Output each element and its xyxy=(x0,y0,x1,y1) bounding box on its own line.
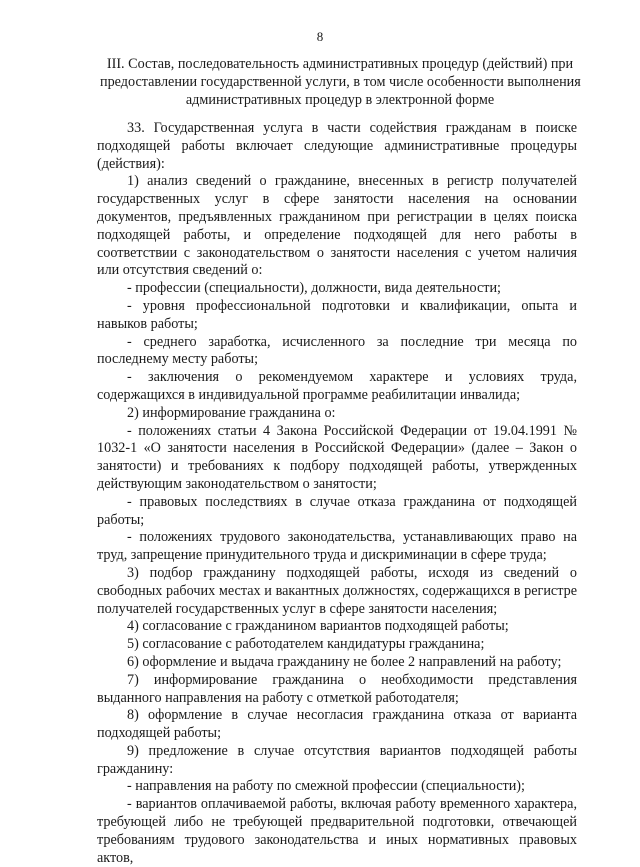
paragraph: - правовых последствиях в случае отказа гражданина от подходящей работы; xyxy=(97,493,577,528)
paragraph: 5) согласование с работодателем кандидатуры гражданина; xyxy=(127,636,485,653)
paragraph: - положениях трудового законодательства, устанавливающих право на труд, запрещение принудительного труда и дискриминации в сфере труда; xyxy=(97,529,577,564)
section-heading xyxy=(100,56,580,109)
paragraph: - направления на работу по смежной профессии (специальности); xyxy=(127,778,525,795)
paragraph: 3) подбор гражданину подходящей работы, исходя из сведений о свободных рабочих местах и вакантных должностях, содержащихся в регистре получателей государственных услуг в сфере занятости населения; xyxy=(97,564,577,617)
paragraph: - уровня профессиональной подготовки и квалификации, опыта и навыков работы; xyxy=(97,297,577,332)
paragraph: 2) информирование гражданина о: xyxy=(127,404,336,421)
paragraph: - вариантов оплачиваемой работы, включая работу временного характера, требующей либо не требующей предварительной подготовки, отвечающей требованиям трудового законодательства и иных нормативных правовых актов, xyxy=(97,796,577,866)
heading-line: административных процедур в электронной форме xyxy=(185,91,495,108)
heading-line: предоставлении государственной услуги, в том числе особенности выполнения xyxy=(100,73,581,90)
heading-line: III. Состав, последовательность административных процедур (действий) при xyxy=(106,56,574,72)
paragraph: 9) предложение в случае отсутствия вариантов подходящей работы гражданину: xyxy=(97,742,577,777)
paragraph: - профессии (специальности), должности, вида деятельности; xyxy=(127,280,501,297)
paragraph: 4) согласование с гражданином вариантов подходящей работы; xyxy=(127,618,509,635)
paragraph: - положениях статьи 4 Закона Российской Федерации от 19.04.1991 № 1032-1 «О занятости населения в Российской Федерации» (далее – Закон о занятости) и требованиях к подбору подходящей работы, утвержденных действующим законодательством о занятости; xyxy=(97,422,577,492)
paragraph: 1) анализ сведений о гражданине, внесенных в регистр получателей государственных услуг в сфере занятости населения на основании документов, предъявленных гражданином при регистрации в целях поиска подходящей работы, и определение подходящей для него работы в соответствии с законодательством о занятости населения с учетом наличия или отсутствия сведений о: xyxy=(97,173,577,279)
paragraph: 7) информирование гражданина о необходимости представления выданного направления на работу с отметкой работодателя; xyxy=(97,671,577,706)
page-number: 8 xyxy=(316,29,324,44)
paragraph: 6) оформление и выдача гражданину не более 2 направлений на работу; xyxy=(127,653,562,670)
paragraph: 8) оформление в случае несогласия гражданина отказа от варианта подходящей работы; xyxy=(97,707,577,742)
paragraph: - заключения о рекомендуемом характере и условиях труда, содержащихся в индивидуальной программе реабилитации инвалида; xyxy=(97,369,577,403)
paragraph: 33. Государственная услуга в части содействия гражданам в поиске подходящей работы включает следующие административные процедуры (действия): xyxy=(97,120,577,172)
paragraph: - среднего заработка, исчисленного за последние три месяца по последнему месту работы; xyxy=(97,333,577,368)
document-body xyxy=(97,120,577,867)
